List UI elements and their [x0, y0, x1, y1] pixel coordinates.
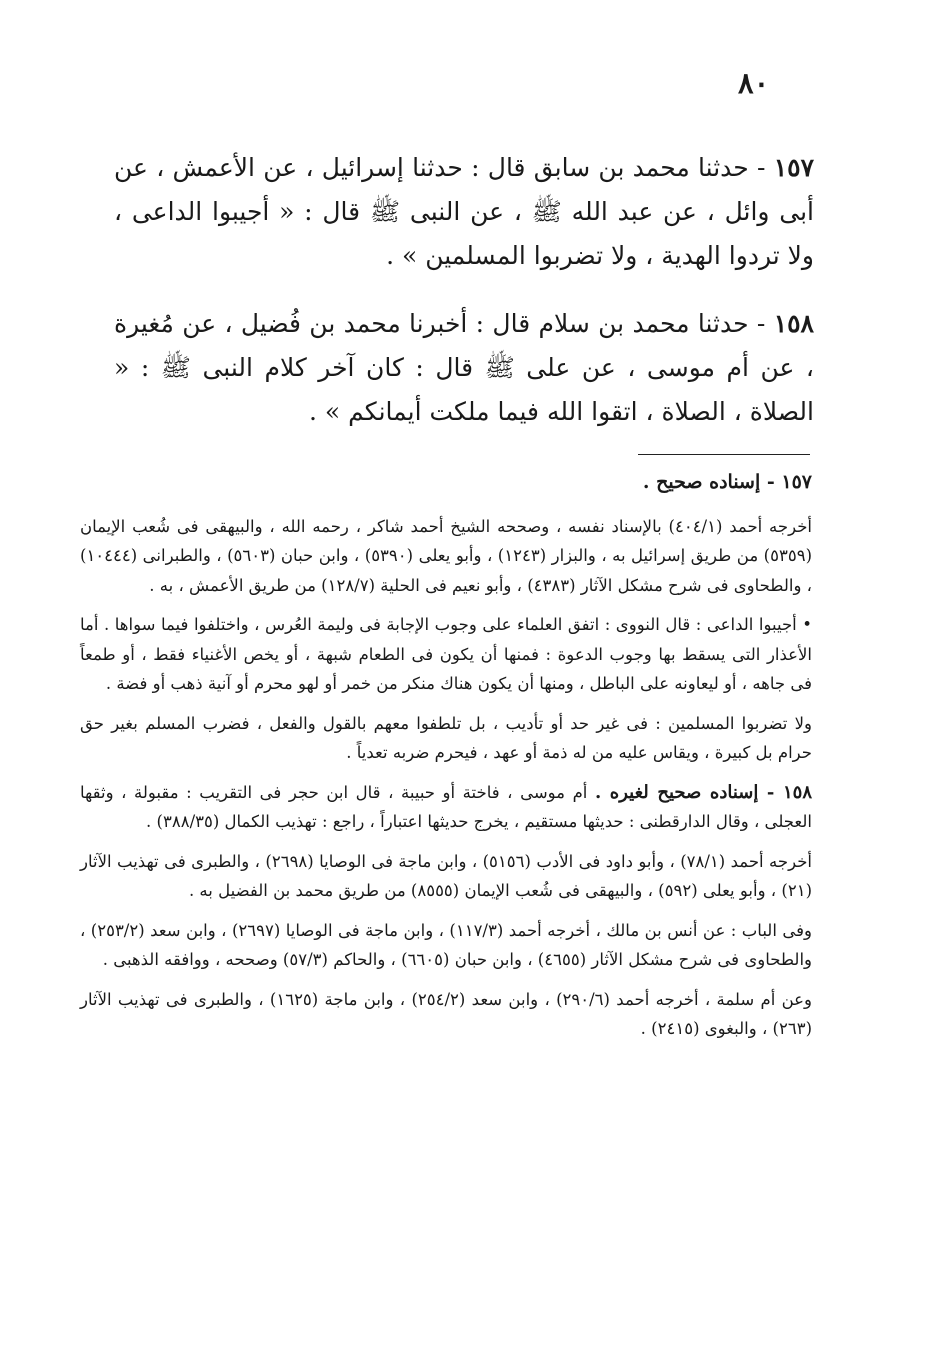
footnote-separator — [638, 454, 810, 455]
note-158-takhrij: أخرجه أحمد (٧٨/١) ، وأبو داود فى الأدب (٥١٥٦) ، وابن ماجة فى الوصايا (٢٦٩٨) ، والطبرى فى تهذيب الآثار (٢١) ، وأبو يعلى (٥٩٢) ، والبيهقى فى شُعب الإيمان (٨٥٥٥) من طريق محمد بن الفضيل به . — [80, 851, 812, 900]
footnotes — [80, 468, 812, 1054]
note-157-takhrij: أخرجه أحمد (٤٠٤/١) بالإسناد نفسه ، وصححه الشيخ أحمد شاكر ، رحمه الله ، والبيهقى فى شُعب الإيمان (٥٣٥٩) من طريق إسرائيل به ، والبزار (١٢٤٣) ، وأبو يعلى (٥٣٩٠) ، وابن حبان (٥٦٠٣) ، والطبرانى (١٠٤٤٤) ، والطحاوى فى شرح مشكل الآثار (٤٣٨٣) ، وأبو نعيم فى الحلية (١٢٨/٧) من طريق الأعمش ، به . — [80, 516, 812, 595]
hadith-157: ١٥٧ - حدثنا محمد بن سابق قال : حدثنا إسرائيل ، عن الأعمش ، عن أبى وائل ، عن عبد الله ﷺ ، عن النبى ﷺ قال : « أجيبوا الداعى ، ولا تردوا الهدية ، ولا تضربوا المسلمين » . — [114, 153, 815, 270]
hadith-158: ١٥٨ - حدثنا محمد بن سلام قال : أخبرنا محمد بن فُضيل ، عن مُغيرة ، عن أم موسى ، عن على ﷺ قال : كان آخر كلام النبى ﷺ : « الصلاة ، الصلاة ، اتقوا الله فيما ملكت أيمانكم » . — [114, 309, 814, 426]
note-157-commentary: • أجيبوا الداعى : قال النووى : اتفق العلماء على وجوب الإجابة فى وليمة العُرس ، واختلفوا فيما سواها . أما الأعذار التى يسقط بها وجوب الدعوة : فمنها أن يكون فى الطعام شبهة ، أو يخص الأغنياء فقط ، أو طمعاً فى جاهه ، أو ليعاونه على الباطل ، ومنها أن يكون هناك منكر من خمر أو لهو محرم أو آنية ذهب أو فضة . — [80, 615, 812, 693]
hadith-number: ١٥٧ — [773, 153, 815, 182]
note-158-text: أم موسى ، فاختة أو حبيبة ، قال ابن حجر فى التقريب : مقبولة ، وثقها العجلى ، وقال الدارقطنى : حديثها مستقيم ، يخرج حديثها اعتباراً ، راجع : تهذيب الكمال (٣٨٨/٣٥) . — [80, 782, 812, 831]
note-158-bab: وعن أم سلمة ، أخرجه أحمد (٢٩٠/٦) ، وابن سعد (٢٥٤/٢) ، وابن ماجة (١٦٢٥) ، والطبرى فى تهذيب الآثار (٢٦٣) ، والبغوى (٢٤١٥) . — [80, 989, 812, 1038]
hadith-number: ١٥٨ — [773, 309, 814, 338]
note-158 — [80, 778, 812, 837]
note-157-heading: ١٥٧ - إسناده صحيح . — [642, 471, 812, 493]
hadith-text: حدثنا محمد بن سابق قال : حدثنا إسرائيل ، عن الأعمش ، عن أبى وائل ، عن عبد الله ﷺ ، عن النبى ﷺ قال : « أجيبوا الداعى ، ولا تردوا الهدية ، ولا تضربوا المسلمين » . — [114, 153, 814, 270]
note-158-heading: ١٥٨ - إسناده صحيح لغيره . — [594, 781, 812, 803]
page-number: ٨٠ — [738, 66, 770, 100]
note-158-bab: وفى الباب : عن أنس بن مالك ، أخرجه أحمد (١١٧/٣) ، وابن ماجة فى الوصايا (٢٦٩٧) ، وابن سعد (٢٥٣/٢) ، والطحاوى فى شرح مشكل الآثار (٤٦٥٥) ، وابن حبان (٦٦٠٥) ، والحاكم (٥٧/٣) وصححه ، ووافقه الذهبى . — [80, 920, 812, 969]
main-text — [114, 146, 814, 458]
hadith-text: حدثنا محمد بن سلام قال : أخبرنا محمد بن فُضيل ، عن مُغيرة ، عن أم موسى ، عن على ﷺ قال : كان آخر كلام النبى ﷺ : « الصلاة ، الصلاة ، اتقوا الله فيما ملكت أيمانكم » . — [114, 309, 814, 426]
note-157-commentary: ولا تضربوا المسلمين : فى غير حد أو تأديب ، بل تلطفوا معهم بالقول والفعل ، فضرب المسلم بغير حق حرام بل كبيرة ، ويقاس عليه من له ذمة أو عهد ، فيحرم ضربه تعدياً . — [80, 713, 812, 762]
